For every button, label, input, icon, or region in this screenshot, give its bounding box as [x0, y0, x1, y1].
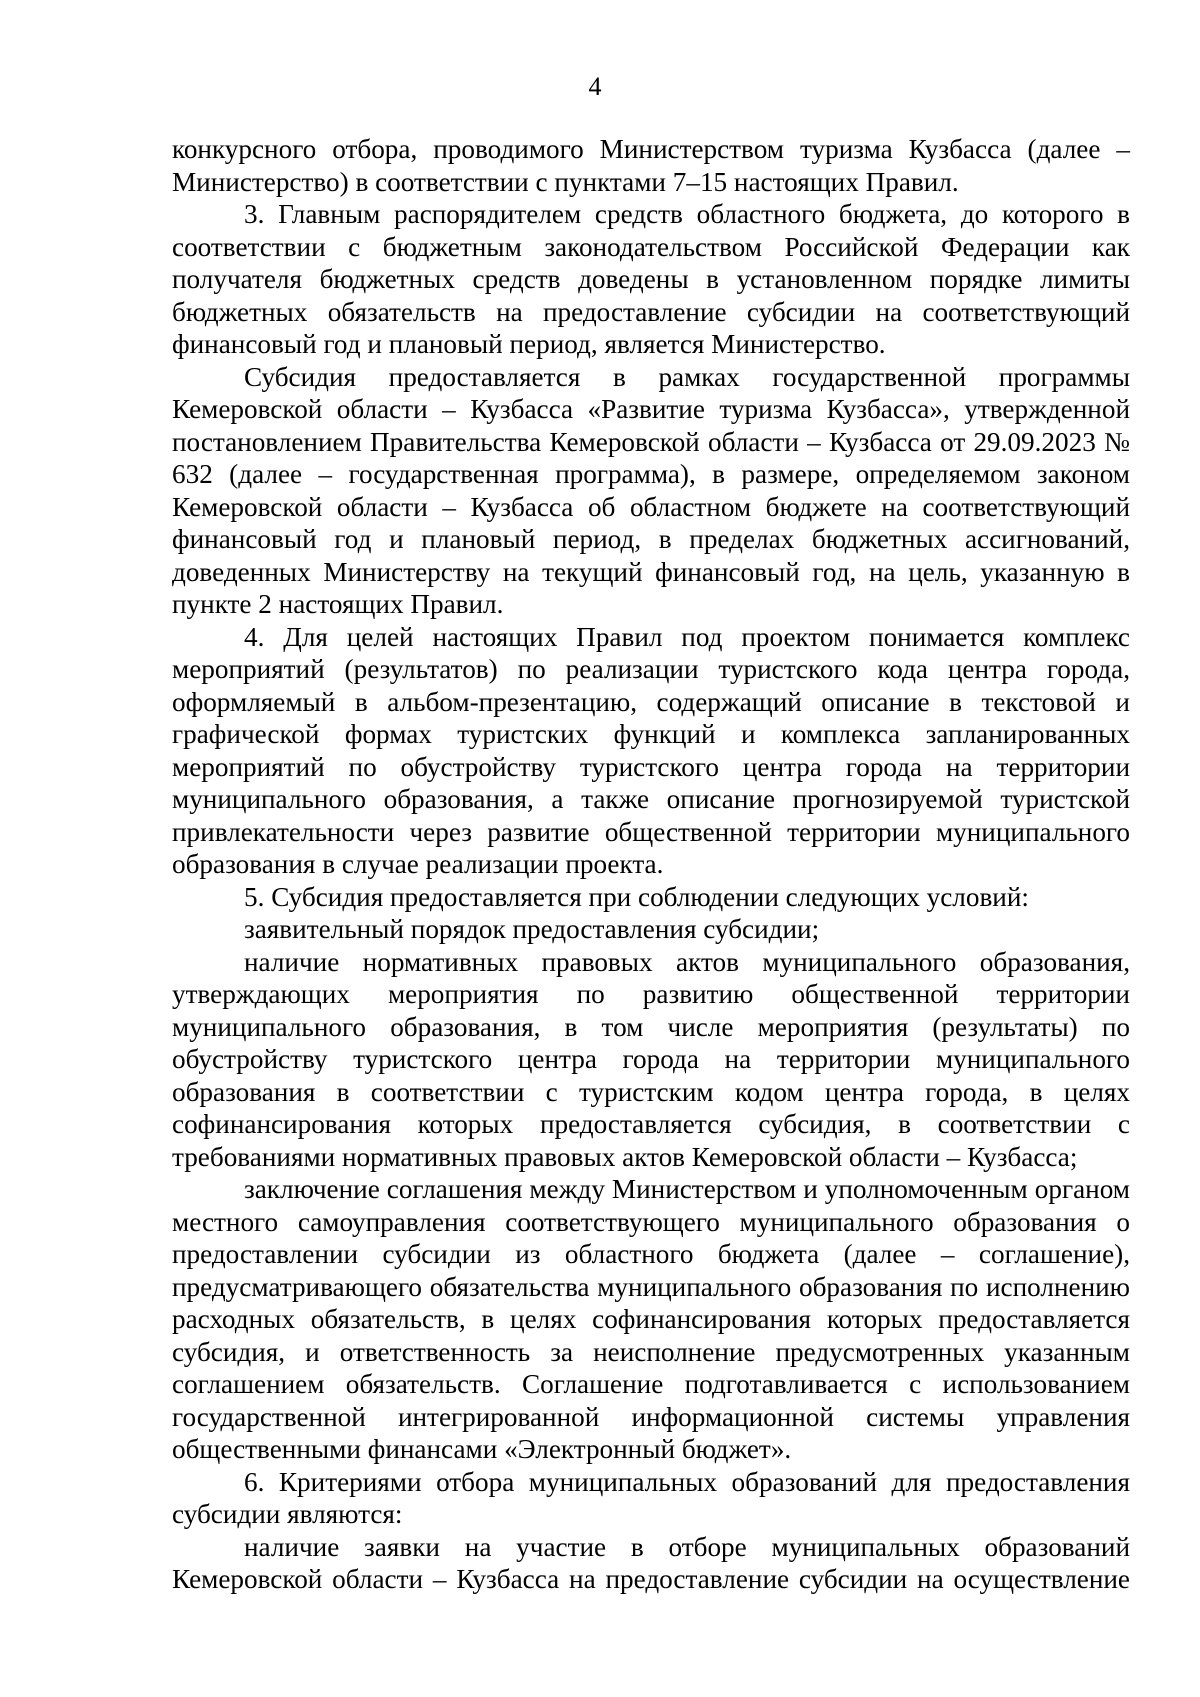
paragraph-item-3: 3. Главным распорядителем средств областного бюджета, до которого в соответствии с бюджетным законодательством Российской Федерации как получателя бюджетных средств доведены в установленном порядке лимиты бюджетных обязательств на предоставление субсидии на соответствующий финансовый год и плановый период, является Министерство. — [172, 199, 1130, 359]
paragraph-condition-application: заявительный порядок предоставления субсидии; — [244, 914, 820, 944]
paragraph-condition-agreement: заключение соглашения между Министерством и уполномоченным органом местного самоуправления соответствующего муниципального образования о предоставлении субсидии из областного бюджета (далее – соглашение), предусматривающего обязательства муниципального образования по исполнению расходных обязательств, в целях софинансирования которых предоставляется субсидия, и ответственность за неисполнение предусмотренных указанным соглашением обязательств. Соглашение подготавливается с использованием государственной интегрированной информационной системы управления общественными финансами «Электронный бюджет». — [172, 1174, 1130, 1464]
paragraph-item-4: 4. Для целей настоящих Правил под проектом понимается комплекс мероприятий (результатов) по реализации туристского кода центра города, оформляемый в альбом-презентацию, содержащий описание в текстовой и графической формах туристских функций и комплекса запланированных мероприятий по обустройству туристского центра города на территории муниципального образования, а также описание прогнозируемой туристской привлекательности через развитие общественной территории муниципального образования в случае реализации проекта. — [172, 621, 1130, 879]
document-body — [172, 133, 1130, 1596]
paragraph-continuation: конкурсного отбора, проводимого Министерством туризма Кузбасса (далее – Министерство) в соответствии с пунктами 7–15 настоящих Правил. — [172, 134, 1130, 197]
paragraph-item-6: 6. Критериями отбора муниципальных образований для предоставления субсидии являются: — [172, 1466, 1130, 1529]
paragraph-criterion-application: наличие заявки на участие в отборе муниципальных образований Кемеровской области – Кузбасса на предоставление субсидии на осуществление — [172, 1531, 1130, 1594]
paragraph-item-5: 5. Субсидия предоставляется при соблюдении следующих условий: — [244, 881, 1029, 912]
paragraph-subsidy-program: Субсидия предоставляется в рамках государственной программы Кемеровской области – Кузбасса «Развитие туризма Кузбасса», утвержденной постановлением Правительства Кемеровской области – Кузбасса от 29.09.2023 № 632 (далее – государственная программа), в размере, определяемом законом Кемеровской области – Кузбасса об областном бюджете на соответствующий финансовый год и плановый период, в пределах бюджетных ассигнований, доведенных Министерству на текущий финансовый год, на цель, указанную в пункте 2 настоящих Правил. — [172, 361, 1130, 619]
page-number: 4 — [588, 72, 602, 101]
paragraph-condition-normative-acts: наличие нормативных правовых актов муниципального образования, утверждающих мероприятия по развитию общественной территории муниципального образования, в том числе мероприятия (результаты) по обустройству туристского центра города на территории муниципального образования в соответствии с туристским кодом центра города, в целях софинансирования которых предоставляется субсидия, в соответствии с требованиями нормативных правовых актов Кемеровской области – Кузбасса; — [172, 946, 1130, 1172]
